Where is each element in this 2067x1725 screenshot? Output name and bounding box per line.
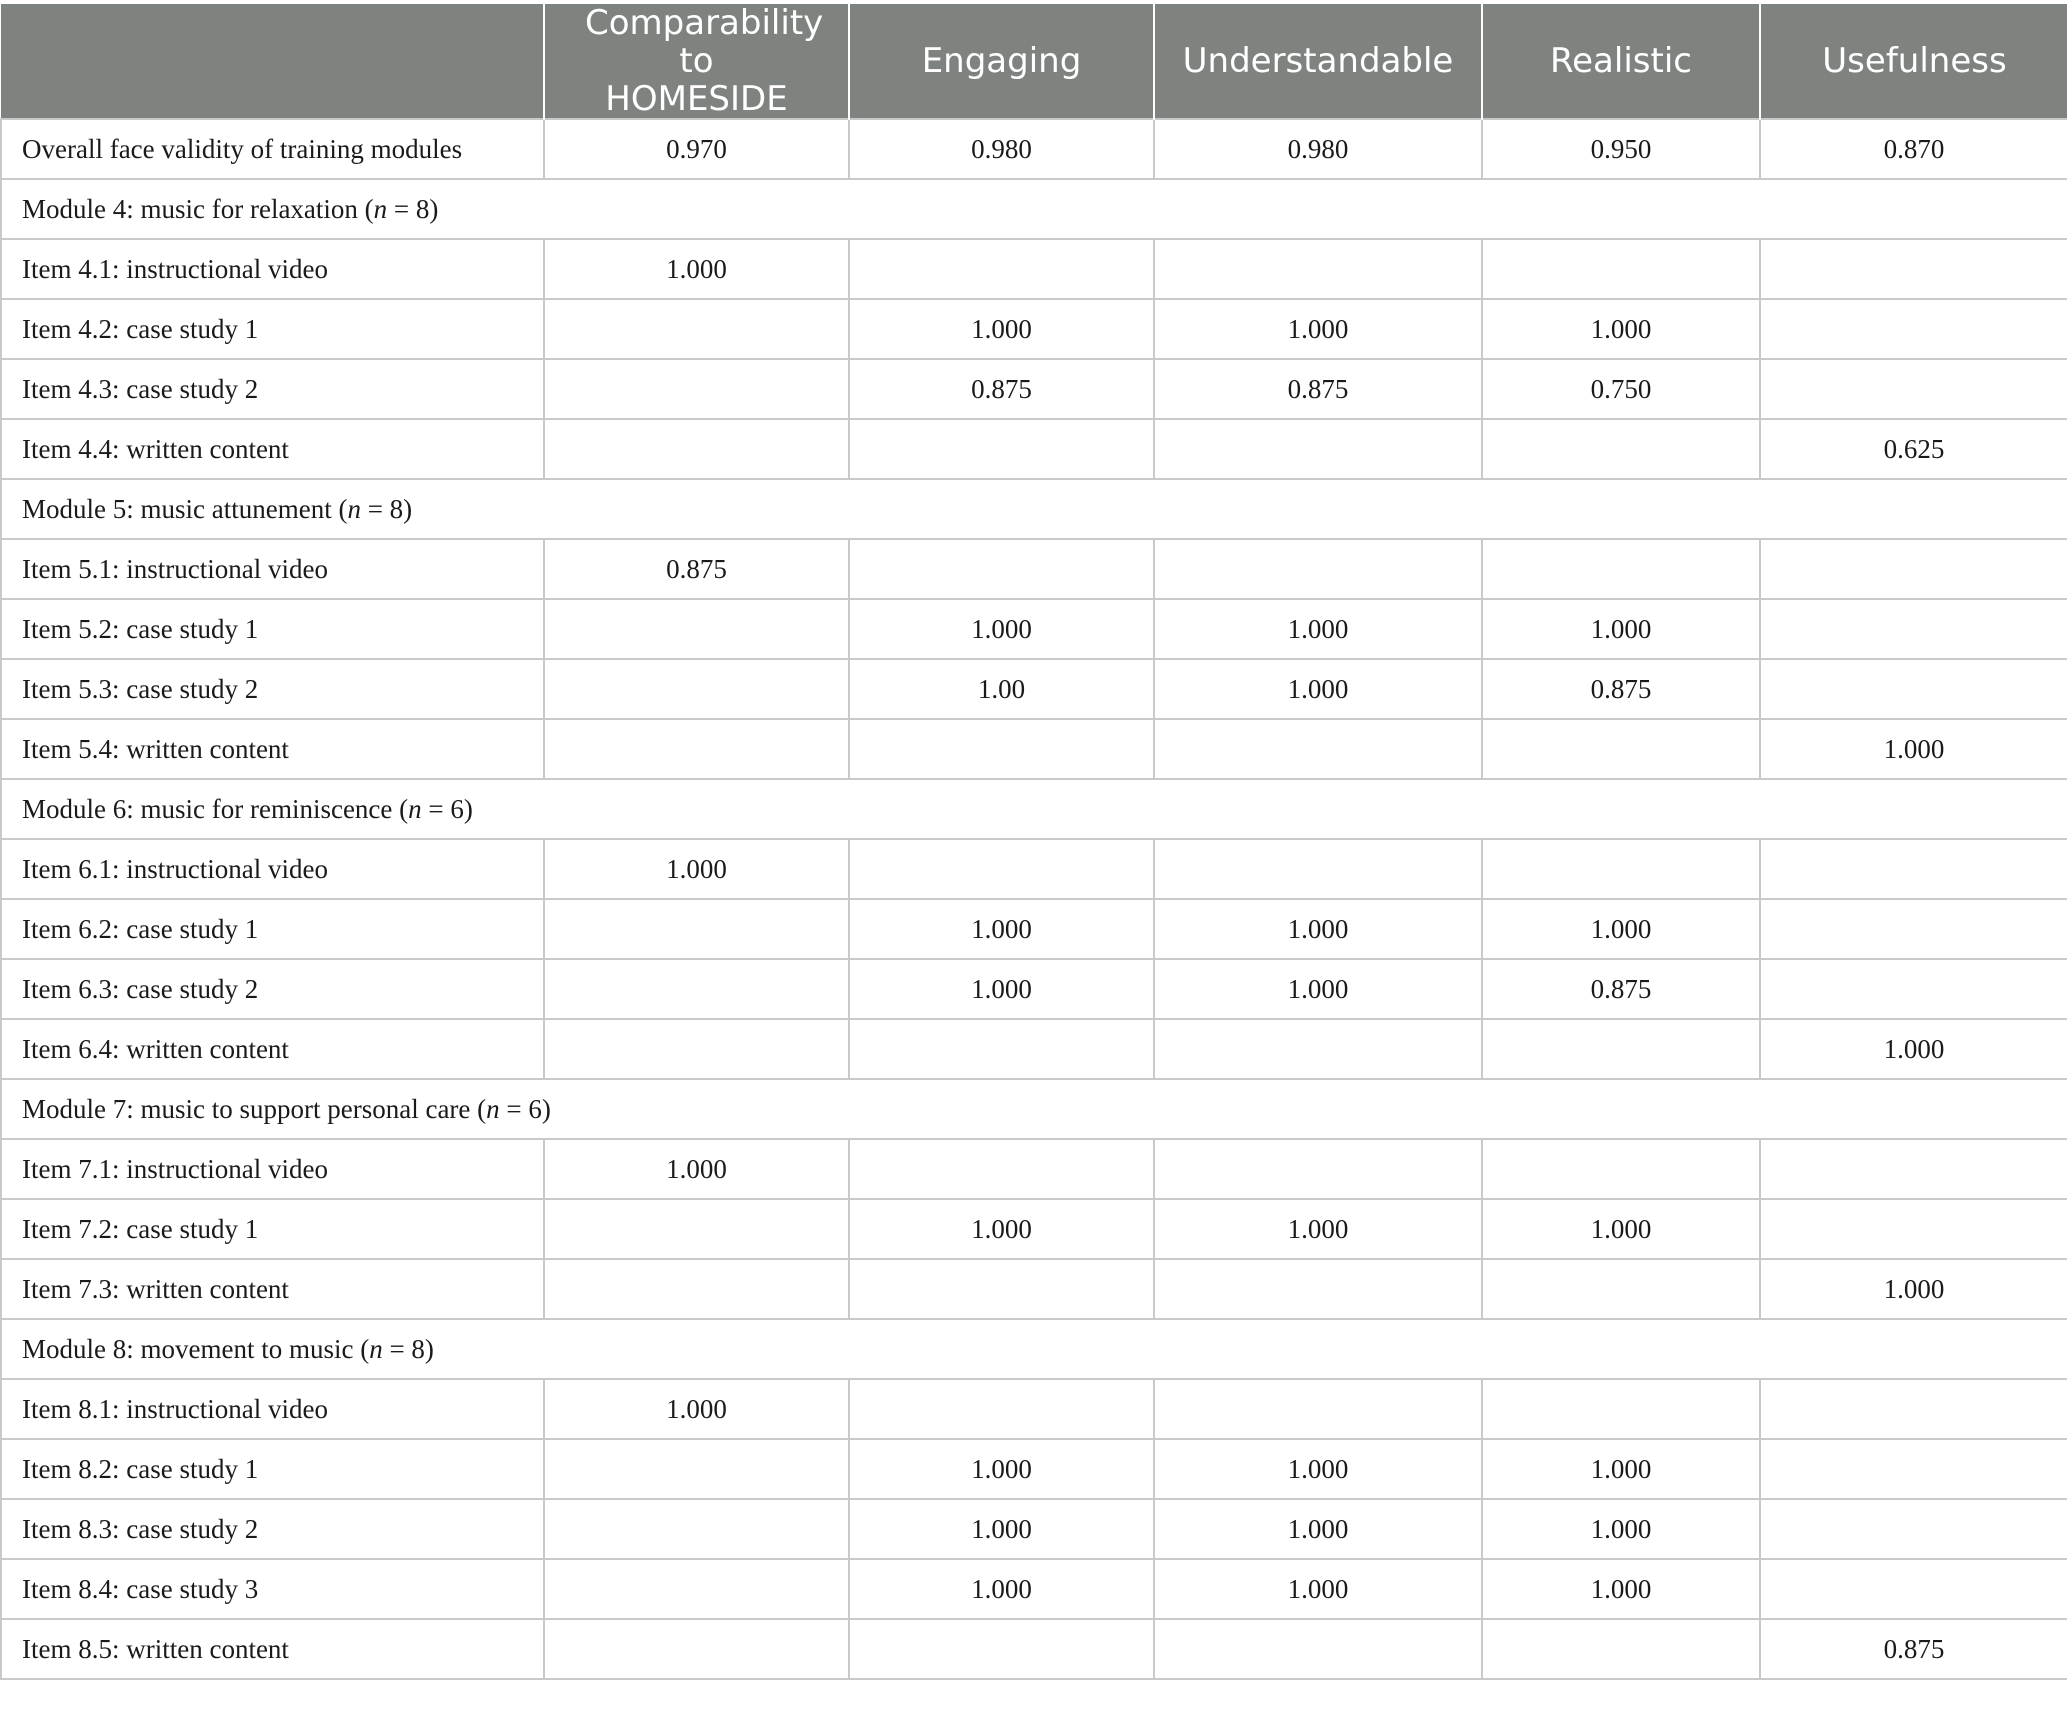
cell-engaging [849, 1019, 1154, 1079]
table-row [1, 1379, 2067, 1439]
cell-comparability [544, 1559, 849, 1619]
cell-engaging: 1.00 [849, 659, 1154, 719]
sample-size-value: = 8) [360, 493, 413, 524]
cell-understandable [1154, 1139, 1482, 1199]
cell-realistic [1482, 719, 1760, 779]
cell-comparability [544, 359, 849, 419]
cell-usefulness: 0.875 [1760, 1619, 2067, 1679]
face-validity-table [0, 4, 2067, 1680]
sample-size-value: = 8) [387, 193, 439, 224]
cell-realistic [1482, 419, 1760, 479]
cell-understandable [1154, 1619, 1482, 1679]
table-row [1, 959, 2067, 1019]
cell-comparability [544, 899, 849, 959]
cell-engaging [849, 419, 1154, 479]
cell-comparability: 0.970 [544, 119, 849, 179]
row-label: Item 7.2: case study 1 [1, 1199, 544, 1259]
cell-realistic [1482, 1619, 1760, 1679]
cell-understandable: 0.875 [1154, 359, 1482, 419]
header-usefulness: Usefulness [1760, 4, 2067, 119]
sample-size-value: = 6) [421, 793, 473, 824]
cell-comparability [544, 1619, 849, 1679]
row-label: Item 4.1: instructional video [1, 239, 544, 299]
cell-comparability [544, 1499, 849, 1559]
cell-understandable: 1.000 [1154, 959, 1482, 1019]
cell-realistic [1482, 839, 1760, 899]
header-row [1, 4, 2067, 119]
cell-engaging [849, 1139, 1154, 1199]
module-heading [1, 779, 2067, 839]
table-row [1, 1019, 2067, 1079]
header-understandable: Understandable [1154, 4, 1482, 119]
module-label: Module 4: music for relaxation ( [22, 193, 374, 224]
cell-comparability [544, 599, 849, 659]
module-heading [1, 479, 2067, 539]
sample-size-variable: n [486, 1093, 500, 1124]
table-row [1, 659, 2067, 719]
module-heading [1, 1319, 2067, 1379]
cell-comparability [544, 1199, 849, 1259]
cell-realistic: 1.000 [1482, 599, 1760, 659]
table-header [1, 4, 2067, 119]
cell-understandable: 0.980 [1154, 119, 1482, 179]
cell-usefulness [1760, 359, 2067, 419]
row-label: Item 4.2: case study 1 [1, 299, 544, 359]
module-heading [1, 179, 2067, 239]
cell-usefulness [1760, 839, 2067, 899]
cell-understandable: 1.000 [1154, 659, 1482, 719]
row-label: Item 4.4: written content [1, 419, 544, 479]
sample-size-value: = 6) [499, 1093, 551, 1124]
row-label: Item 5.4: written content [1, 719, 544, 779]
cell-comparability [544, 719, 849, 779]
cell-understandable: 1.000 [1154, 1439, 1482, 1499]
cell-usefulness [1760, 1439, 2067, 1499]
cell-usefulness [1760, 599, 2067, 659]
cell-comparability [544, 659, 849, 719]
cell-understandable [1154, 1379, 1482, 1439]
cell-usefulness [1760, 1199, 2067, 1259]
cell-engaging [849, 1259, 1154, 1319]
cell-usefulness [1760, 659, 2067, 719]
cell-comparability [544, 1259, 849, 1319]
table-row [1, 899, 2067, 959]
cell-engaging [849, 719, 1154, 779]
table-row [1, 1619, 2067, 1679]
cell-engaging [849, 1379, 1154, 1439]
cell-usefulness [1760, 539, 2067, 599]
table-body [1, 119, 2067, 1679]
cell-realistic: 0.875 [1482, 959, 1760, 1019]
cell-engaging [849, 1619, 1154, 1679]
cell-engaging: 1.000 [849, 1559, 1154, 1619]
cell-understandable [1154, 539, 1482, 599]
cell-comparability: 1.000 [544, 1139, 849, 1199]
table-row [1, 1499, 2067, 1559]
cell-realistic: 1.000 [1482, 1439, 1760, 1499]
row-label: Item 8.3: case study 2 [1, 1499, 544, 1559]
cell-usefulness [1760, 1559, 2067, 1619]
table-row [1, 719, 2067, 779]
sample-size-variable: n [373, 193, 388, 224]
face-validity-table-container [0, 4, 2067, 1680]
module-heading-row [1, 1319, 2067, 1379]
cell-understandable [1154, 839, 1482, 899]
row-label: Item 8.2: case study 1 [1, 1439, 544, 1499]
cell-usefulness: 0.625 [1760, 419, 2067, 479]
table-row [1, 419, 2067, 479]
cell-engaging: 1.000 [849, 599, 1154, 659]
cell-understandable: 1.000 [1154, 599, 1482, 659]
row-label: Item 5.1: instructional video [1, 539, 544, 599]
cell-realistic: 0.950 [1482, 119, 1760, 179]
module-label: Module 5: music attunement ( [22, 493, 348, 524]
header-realistic: Realistic [1482, 4, 1760, 119]
table-row [1, 599, 2067, 659]
table-row [1, 539, 2067, 599]
sample-size-variable: n [347, 493, 361, 524]
cell-understandable [1154, 719, 1482, 779]
table-row [1, 1439, 2067, 1499]
cell-understandable [1154, 419, 1482, 479]
cell-comparability: 1.000 [544, 239, 849, 299]
cell-usefulness [1760, 299, 2067, 359]
cell-comparability [544, 1019, 849, 1079]
cell-usefulness: 1.000 [1760, 1259, 2067, 1319]
row-label: Item 8.5: written content [1, 1619, 544, 1679]
cell-comparability [544, 1439, 849, 1499]
cell-engaging: 0.875 [849, 359, 1154, 419]
cell-comparability: 0.875 [544, 539, 849, 599]
cell-engaging: 0.980 [849, 119, 1154, 179]
cell-engaging: 1.000 [849, 1439, 1154, 1499]
cell-realistic: 1.000 [1482, 1559, 1760, 1619]
row-label: Item 5.2: case study 1 [1, 599, 544, 659]
cell-realistic [1482, 1259, 1760, 1319]
row-label: Item 4.3: case study 2 [1, 359, 544, 419]
cell-engaging [849, 239, 1154, 299]
module-heading-row [1, 179, 2067, 239]
table-row [1, 359, 2067, 419]
cell-comparability: 1.000 [544, 1379, 849, 1439]
table-row [1, 1259, 2067, 1319]
cell-understandable [1154, 1259, 1482, 1319]
cell-realistic [1482, 539, 1760, 599]
cell-usefulness [1760, 899, 2067, 959]
cell-understandable: 1.000 [1154, 899, 1482, 959]
cell-realistic: 1.000 [1482, 899, 1760, 959]
cell-usefulness: 0.870 [1760, 119, 2067, 179]
table-row [1, 239, 2067, 299]
cell-engaging: 1.000 [849, 899, 1154, 959]
header-comparability: Comparability to HOMESIDE [544, 4, 849, 119]
cell-understandable [1154, 1019, 1482, 1079]
cell-usefulness: 1.000 [1760, 1019, 2067, 1079]
cell-understandable [1154, 239, 1482, 299]
cell-realistic: 1.000 [1482, 299, 1760, 359]
module-heading-row [1, 779, 2067, 839]
cell-usefulness [1760, 959, 2067, 1019]
cell-realistic: 0.750 [1482, 359, 1760, 419]
cell-engaging [849, 539, 1154, 599]
cell-comparability [544, 959, 849, 1019]
cell-engaging: 1.000 [849, 299, 1154, 359]
cell-usefulness [1760, 1499, 2067, 1559]
table-row [1, 299, 2067, 359]
header-engaging: Engaging [849, 4, 1154, 119]
cell-realistic [1482, 1019, 1760, 1079]
row-label: Item 5.3: case study 2 [1, 659, 544, 719]
cell-engaging: 1.000 [849, 1199, 1154, 1259]
cell-realistic: 1.000 [1482, 1199, 1760, 1259]
row-label: Item 6.1: instructional video [1, 839, 544, 899]
row-label: Item 7.1: instructional video [1, 1139, 544, 1199]
module-heading-row [1, 479, 2067, 539]
cell-engaging: 1.000 [849, 959, 1154, 1019]
cell-usefulness: 1.000 [1760, 719, 2067, 779]
cell-usefulness [1760, 1139, 2067, 1199]
cell-engaging: 1.000 [849, 1499, 1154, 1559]
cell-understandable: 1.000 [1154, 1499, 1482, 1559]
cell-realistic: 1.000 [1482, 1499, 1760, 1559]
cell-realistic [1482, 1379, 1760, 1439]
module-label: Module 7: music to support personal care ( [22, 1093, 487, 1124]
row-label: Item 8.4: case study 3 [1, 1559, 544, 1619]
row-label: Item 7.3: written content [1, 1259, 544, 1319]
row-label: Item 6.3: case study 2 [1, 959, 544, 1019]
sample-size-variable: n [408, 793, 422, 824]
module-heading-row [1, 1079, 2067, 1139]
cell-understandable: 1.000 [1154, 1559, 1482, 1619]
row-label: Item 6.4: written content [1, 1019, 544, 1079]
cell-usefulness [1760, 1379, 2067, 1439]
header-blank [1, 4, 544, 119]
sample-size-value: = 8) [382, 1333, 434, 1364]
cell-comparability: 1.000 [544, 839, 849, 899]
row-label: Item 6.2: case study 1 [1, 899, 544, 959]
module-label: Module 8: movement to music ( [22, 1333, 370, 1364]
cell-understandable: 1.000 [1154, 299, 1482, 359]
table-row [1, 1199, 2067, 1259]
cell-engaging [849, 839, 1154, 899]
cell-realistic [1482, 1139, 1760, 1199]
table-row [1, 839, 2067, 899]
cell-realistic: 0.875 [1482, 659, 1760, 719]
row-label: Item 8.1: instructional video [1, 1379, 544, 1439]
row-label: Overall face validity of training modules [1, 119, 544, 179]
table-row [1, 119, 2067, 179]
module-heading [1, 1079, 2067, 1139]
table-row [1, 1139, 2067, 1199]
table-row [1, 1559, 2067, 1619]
cell-usefulness [1760, 239, 2067, 299]
cell-comparability [544, 299, 849, 359]
cell-understandable: 1.000 [1154, 1199, 1482, 1259]
cell-realistic [1482, 239, 1760, 299]
sample-size-variable: n [369, 1333, 383, 1364]
module-label: Module 6: music for reminiscence ( [22, 793, 409, 824]
cell-comparability [544, 419, 849, 479]
